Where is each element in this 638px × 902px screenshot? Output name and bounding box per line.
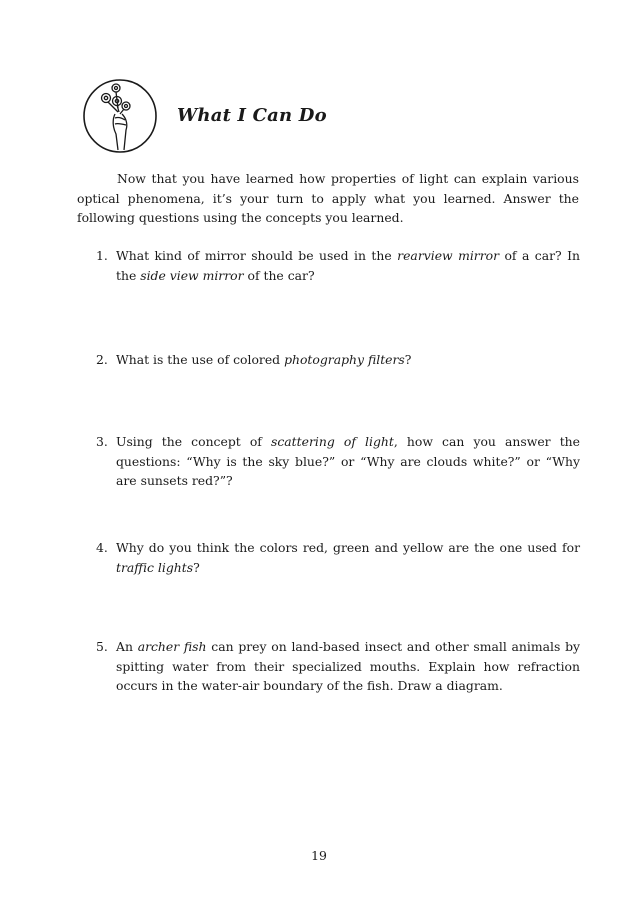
question-text-part: scattering of light — [271, 434, 394, 449]
question-5 — [96, 637, 580, 696]
question-text-part: photography filters — [284, 352, 405, 367]
question-number: 4. — [96, 540, 108, 555]
intro-paragraph — [77, 169, 579, 228]
question-number: 3. — [96, 434, 108, 449]
question-4 — [96, 538, 580, 577]
question-number: 5. — [96, 639, 108, 654]
question-text — [116, 637, 580, 696]
question-text-part: What is the use of colored — [116, 352, 285, 367]
page-number: 19 — [311, 848, 327, 863]
question-text-part: Why do you think the colors red, green and yellow are the one used for — [116, 540, 580, 555]
question-text-part: rearview mirror — [397, 248, 500, 263]
hand-holding-flowers-icon — [82, 78, 158, 154]
question-text-part: What kind of mirror should be used in the — [116, 248, 398, 263]
question-text-part: can prey on land-based insect and other small animals by spitting water from their specialized mouths. Explain how refraction occurs in the water-air boundary of the fish. Draw a diagram. — [116, 639, 580, 694]
question-text-part: of a car? In the — [116, 248, 580, 283]
question-text-part: ? — [404, 352, 412, 367]
question-text-part: of the car? — [243, 267, 315, 283]
question-2 — [96, 350, 580, 370]
question-text-part: An — [116, 639, 138, 654]
question-text-part: traffic lights — [116, 559, 194, 575]
question-text-part: side view mirror — [140, 267, 244, 283]
question-text-part: archer fish — [137, 639, 207, 654]
intro-text: Now that you have learned how properties of light can explain various optical phenomena, it’s your turn to apply what you learned. Answer the following questions using the concepts you learned. — [77, 171, 579, 226]
question-text-part: , how can you answer the questions: “Why is the sky blue?” or “Why are clouds white?” or “Why are sunsets red?”? — [116, 434, 580, 489]
question-number: 1. — [96, 248, 108, 263]
question-text — [116, 246, 580, 285]
question-3 — [96, 432, 580, 491]
question-1 — [96, 246, 580, 285]
question-text-part: Using the concept of — [116, 434, 271, 449]
question-text — [116, 538, 580, 577]
question-number: 2. — [96, 352, 108, 367]
question-text — [116, 432, 580, 491]
question-text-part: ? — [193, 559, 200, 575]
section-title: What I Can Do — [177, 105, 327, 126]
question-text — [116, 350, 580, 370]
